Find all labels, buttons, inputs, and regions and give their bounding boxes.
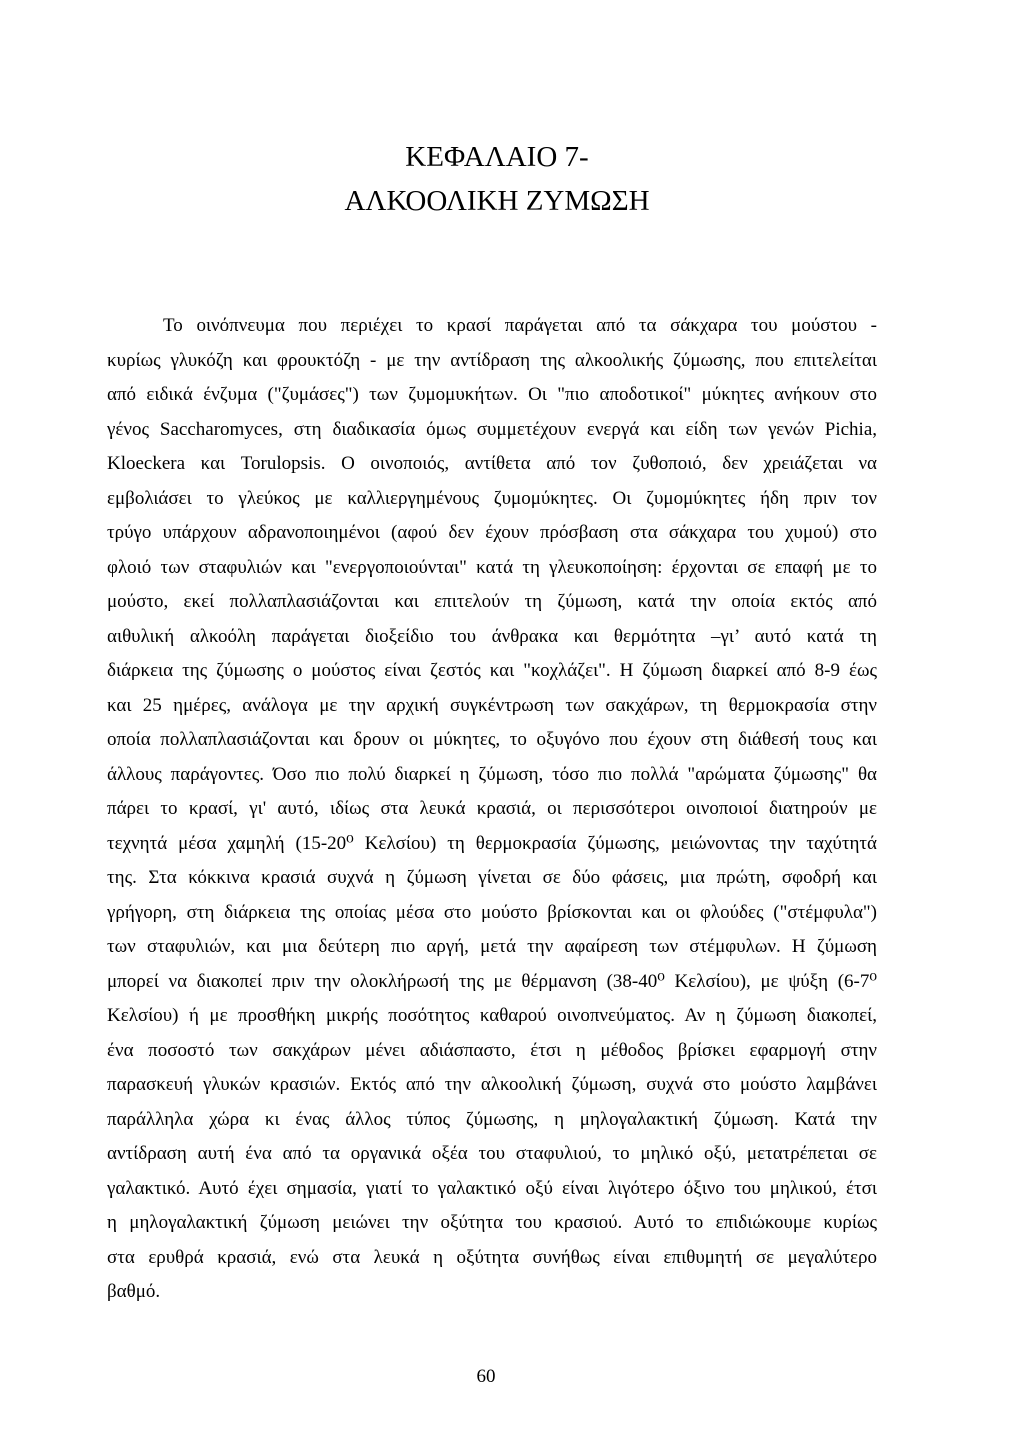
paragraph-line: και 25 ημέρες, ανάλογα με την αρχική συγκέντρωση των σακχάρων, τη θερμοκρασία στην bbox=[107, 694, 877, 716]
paragraph-line: πάρει το κρασί, γι' αυτό, ιδίως στα λευκά κρασιά, οι περισσότεροι οινοποιοί διατηρούν με bbox=[107, 798, 877, 819]
paragraph-line: αιθυλική αλκοόλη παράγεται διοξείδιο του άνθρακα και θερμότητα –γι’ αυτό κατά τη bbox=[107, 625, 877, 647]
paragraph-line: κυρίως γλυκόζη και φρουκτόζη - με την αντίδραση της αλκοολικής ζύμωσης, που επιτελείται bbox=[107, 349, 877, 371]
paragraph-line: Το οινόπνευμα που περιέχει το κρασί παράγεται από τα σάκχαρα του μούστου - bbox=[163, 315, 877, 336]
chapter-heading: ΚΕΦΑΛΑΙΟ 7- bbox=[405, 141, 589, 173]
paragraph-line: παρασκευή γλυκών κρασιών. Εκτός από την αλκοολική ζύμωση, συχνά στο μούστο λαμβάνει bbox=[107, 1074, 877, 1095]
paragraph-line: γένος Saccharomyces, στη διαδικασία όμως συμμετέχουν ενεργά και είδη των γενών Pichia, bbox=[107, 418, 877, 440]
paragraph-line: από ειδικά ένζυμα ("ζυμάσες") των ζυμομυκήτων. Οι "πιο αποδοτικοί" μύκητες ανήκουν στο bbox=[107, 384, 877, 405]
paragraph-line: Κελσίου) ή με προσθήκη μικρής ποσότητος καθαρού οινοπνεύματος. Αν η ζύμωση διακοπεί, bbox=[107, 1005, 877, 1026]
paragraph-line: μούστο, εκεί πολλαπλασιάζονται και επιτελούν τη ζύμωση, κατά την οποία εκτός από bbox=[107, 591, 877, 612]
paragraph-line: γρήγορη, στη διάρκεια της οποίας μέσα στο μούστο βρίσκονται και οι φλούδες ("στέμφυλα") bbox=[107, 901, 877, 923]
paragraph-line: στα ερυθρά κρασιά, ενώ στα λευκά η οξύτητα συνήθως είναι επιθυμητή σε μεγαλύτερο bbox=[107, 1246, 877, 1268]
paragraph-line: οποία πολλαπλασιάζονται και δρουν οι μύκητες, το οξυγόνο που έχουν στη διάθεσή τους και bbox=[107, 729, 877, 750]
paragraph-line: παράλληλα χώρα κι ένας άλλος τύπος ζύμωσης, η μηλογαλακτική ζύμωση. Κατά την bbox=[107, 1108, 877, 1130]
page-number: 60 bbox=[476, 1366, 496, 1387]
paragraph-line: εμβολιάσει το γλεύκος με καλλιεργημένους ζυμομύκητες. Οι ζυμομύκητες ήδη πριν τον bbox=[107, 487, 877, 509]
paragraph-line: φλοιό των σταφυλιών και "ενεργοποιούνται" κατά τη γλευκοποίηση: έρχονται σε επαφή με το bbox=[107, 556, 877, 578]
paragraph-line: βαθμό. bbox=[107, 1281, 161, 1302]
paragraph-line: ένα ποσοστό των σακχάρων μένει αδιάσπαστο, έτσι η μέθοδος βρίσκει εφαρμογή στην bbox=[107, 1039, 877, 1061]
paragraph-line: γαλακτικό. Αυτό έχει σημασία, γιατί το γαλακτικό οξύ είναι λιγότερο όξινο του μηλικού, έτσι bbox=[107, 1177, 877, 1199]
paragraph-line: μπορεί να διακοπεί πριν την ολοκλήρωσή της με θέρμανση (38-40⁰ Κελσίου), με ψύξη (6-7⁰ bbox=[107, 970, 877, 992]
chapter-header bbox=[0, 135, 994, 223]
paragraph-line: αντίδραση αυτή ένα από τα οργανικά οξέα του σταφυλιού, το μηλικό οξύ, μετατρέπεται σε bbox=[107, 1143, 877, 1164]
paragraph-line: των σταφυλιών, και μια δεύτερη πιο αργή, μετά την αφαίρεση των στέμφυλων. Η ζύμωση bbox=[107, 936, 877, 957]
paragraph-line: η μηλογαλακτική ζύμωση μειώνει την οξύτητα του κρασιού. Αυτό το επιδιώκουμε κυρίως bbox=[107, 1212, 877, 1233]
chapter-title: ΑΛΚΟΟΛΙΚΗ ΖΥΜΩΣΗ bbox=[344, 185, 650, 217]
paragraph-line: τρύγο υπάρχουν αδρανοποιημένοι (αφού δεν έχουν πρόσβαση στα σάκχαρα του χυμού) στο bbox=[107, 522, 877, 543]
paragraph-line: της. Στα κόκκινα κρασιά συχνά η ζύμωση γίνεται σε δύο φάσεις, μια πρώτη, σφοδρή και bbox=[107, 867, 877, 888]
paragraph-line: διάρκεια της ζύμωσης ο μούστος είναι ζεστός και "κοχλάζει". Η ζύμωση διαρκεί από 8-9 έως bbox=[107, 660, 877, 681]
body-paragraph bbox=[107, 309, 877, 1310]
paragraph-line: τεχνητά μέσα χαμηλή (15-20⁰ Κελσίου) τη θερμοκρασία ζύμωσης, μειώνοντας την ταχύτητά bbox=[107, 832, 877, 854]
paragraph-line: άλλους παράγοντες. Όσο πιο πολύ διαρκεί η ζύμωση, τόσο πιο πολλά "αρώματα ζύμωσης" θα bbox=[107, 763, 877, 785]
paragraph-line: Kloeckera και Torulopsis. Ο οινοποιός, αντίθετα από τον ζυθοποιό, δεν χρειάζεται να bbox=[107, 453, 877, 474]
